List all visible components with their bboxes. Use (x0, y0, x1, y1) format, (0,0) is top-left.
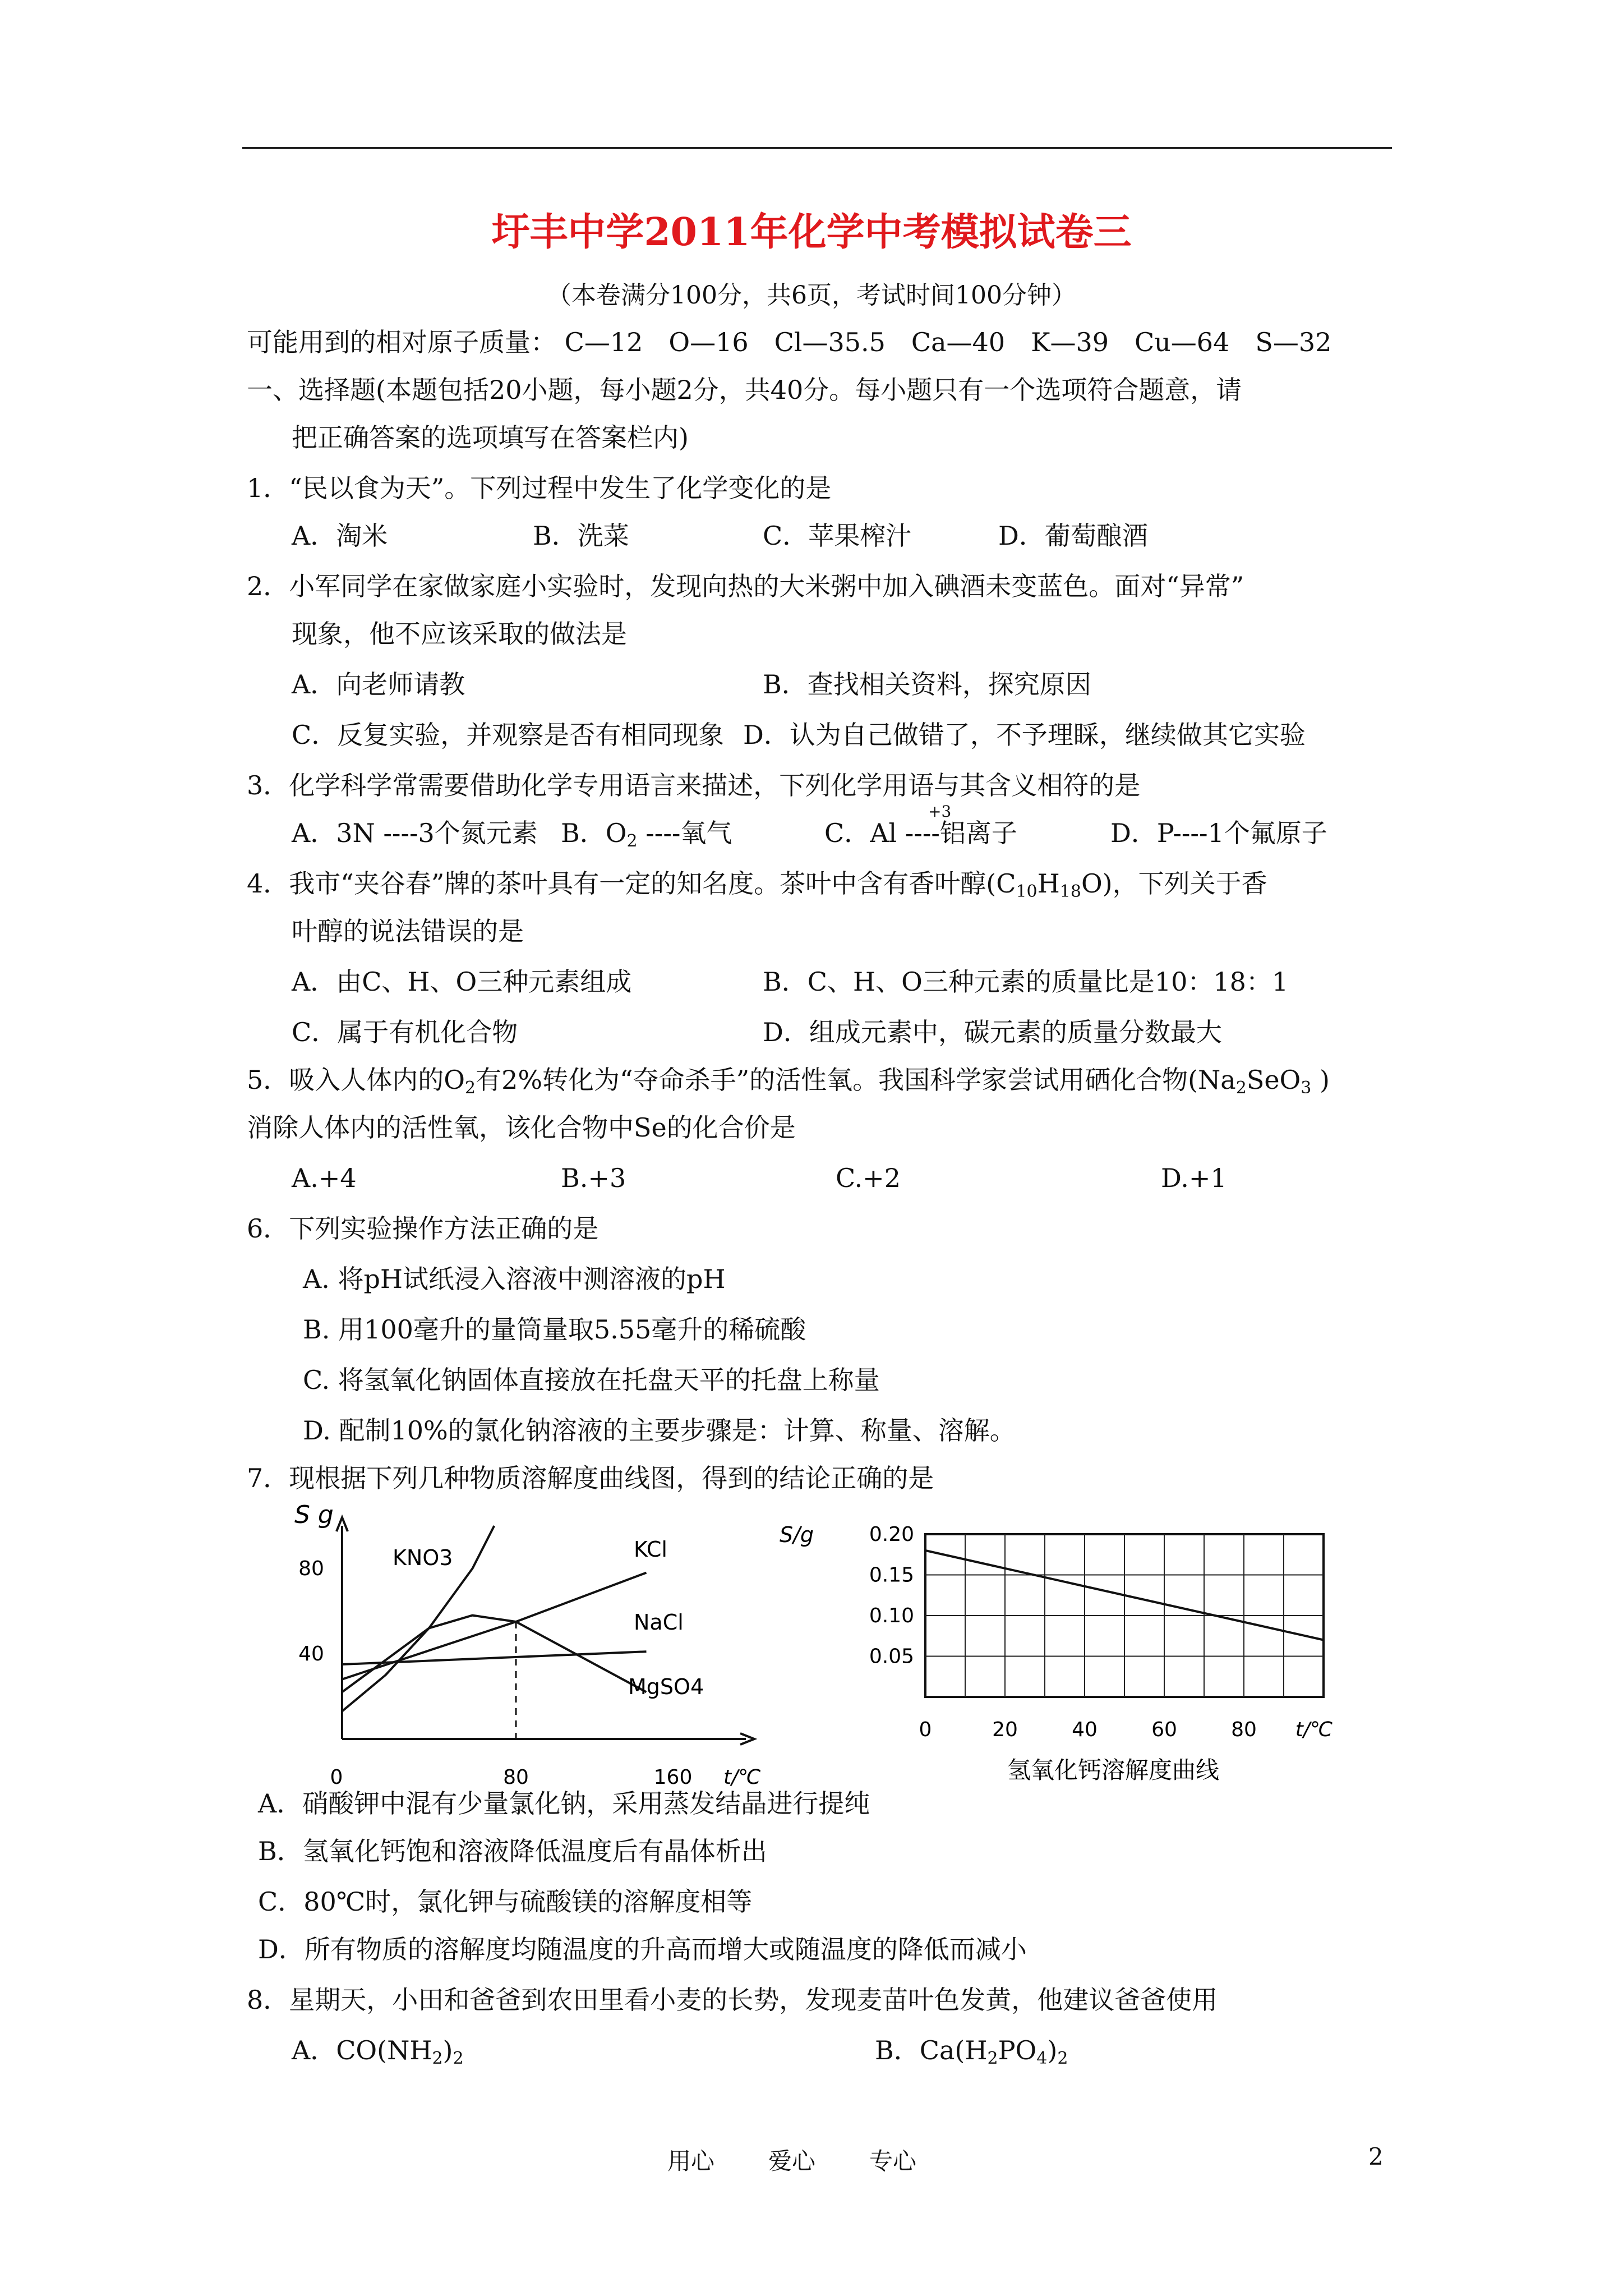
chart1-x-label: t/℃ (723, 1766, 761, 1789)
chart2-x-tick: 80 (1231, 1718, 1257, 1741)
chart1-label-mgso4: MgSO4 (628, 1674, 704, 1699)
q1-stem: 1．“民以食为天”。下列过程中发生了化学变化的是 (247, 473, 832, 503)
q6-stem: 6．下列实验操作方法正确的是 (247, 1213, 599, 1244)
q4-option-c: C．属于有机化合物 (292, 1017, 518, 1047)
chart1-x-tick: 0 (330, 1766, 343, 1789)
q3-option-a: A．3N ----3个氮元素 (292, 818, 538, 848)
q1-option-a: A．淘米 (292, 521, 388, 551)
q7-option-b: B．氢氧化钙饱和溶液降低温度后有晶体析出 (258, 1836, 767, 1866)
chart2-grid (925, 1534, 1324, 1697)
chart1-x-tick: 160 (653, 1766, 693, 1789)
q2-option-a: A．向老师请教 (292, 669, 465, 700)
q3-option-b: B．$O_2$ ----氧气 (561, 818, 732, 851)
chart1-label-kno3: KNO3 (393, 1545, 453, 1570)
solubility-chart-1 (294, 1501, 761, 1789)
exam-info: （本卷满分100分，共6页，考试时间100分钟） (547, 281, 1076, 310)
q4-option-a: A．由C、H、O三种元素组成 (292, 967, 632, 997)
q5-option-c: C.+2 (836, 1163, 901, 1193)
chart1-y-tick: 40 (298, 1642, 324, 1665)
page-title: 圩丰中学2011年化学中考模拟试卷三 (491, 210, 1132, 255)
q1-option-d: D．葡萄酿酒 (998, 521, 1148, 551)
q5-option-a: A.+4 (292, 1163, 357, 1193)
chart2-y-tick: 0.15 (869, 1563, 914, 1587)
chart2-x-tick: 20 (992, 1718, 1018, 1741)
section-heading-cont: 把正确答案的选项填写在答案栏内) (292, 422, 689, 453)
q2-option-d: D．认为自己做错了，不予理睬，继续做其它实验 (743, 720, 1306, 750)
chart1-y-tick: 80 (298, 1557, 324, 1580)
q2-stem-cont: 现象，他不应该采取的做法是 (292, 619, 627, 649)
q1-option-b: B．洗菜 (533, 521, 629, 551)
solubility-chart-2 (780, 1522, 1332, 1784)
atomic-masses: 可能用到的相对原子质量： C—12 O—16 Cl—35.5 Ca—40 K—39 Cu—64 S—32 (247, 327, 1332, 357)
chart2-y-label: S/g (780, 1522, 814, 1547)
q8-option-a: A．$CO(NH_2)_2$ (292, 2035, 464, 2068)
chart2-y-tick: 0.05 (869, 1645, 914, 1668)
q6-option-d: D. 配制10%的氯化钠溶液的主要步骤是：计算、称量、溶解。 (303, 1415, 1016, 1446)
q8-stem: 8．星期天，小田和爸爸到农田里看小麦的长势，发现麦苗叶色发黄，他建议爸爸使用 (247, 1985, 1218, 2015)
chart2-caption: 氢氧化钙溶解度曲线 (1007, 1756, 1220, 1784)
q4-option-d: D．组成元素中，碳元素的质量分数最大 (763, 1017, 1222, 1047)
q3-option-d: D．P----1个氟原子 (1110, 818, 1327, 848)
q7-option-a: A．硝酸钾中混有少量氯化钠，采用蒸发结晶进行提纯 (258, 1788, 870, 1819)
q2-option-b: B．查找相关资料，探究原因 (763, 669, 1091, 700)
q7-stem: 7．现根据下列几种物质溶解度曲线图，得到的结论正确的是 (247, 1463, 934, 1493)
chart2-y-tick: 0.20 (869, 1523, 914, 1546)
chart2-x-label: t/℃ (1295, 1718, 1333, 1741)
footer-motto-2: 爱心 (768, 2147, 816, 2175)
q6-option-c: C. 将氢氧化钠固体直接放在托盘天平的托盘上称量 (303, 1365, 880, 1395)
q5-option-d: D.+1 (1161, 1163, 1227, 1193)
q2-stem: 2．小军同学在家做家庭小实验时，发现向热的大米粥中加入碘酒未变蓝色。面对“异常” (247, 571, 1244, 601)
q1-option-c: C．苹果榨汁 (763, 521, 912, 551)
footer-motto-3: 专心 (869, 2147, 917, 2175)
q4-stem: 4．我市“夹谷春”牌的茶叶具有一定的知名度。茶叶中含有香叶醇$(C_{10}H_{18}O)$，下列关于香 (247, 868, 1267, 901)
chart2-x-tick: 0 (919, 1718, 932, 1741)
chart2-x-tick: 40 (1072, 1718, 1098, 1741)
q5-stem-cont: 消除人体内的活性氧，该化合物中Se的化合价是 (247, 1112, 796, 1143)
q5-stem: 5．吸入人体内的$O_2$有2%转化为“夺命杀手”的活性氧。我国科学家尝试用硒化合物($Na_2SeO_3$ ) (247, 1065, 1330, 1098)
q3-stem: 3．化学科学常需要借助化学专用语言来描述，下列化学用语与其含义相符的是 (247, 770, 1141, 800)
q4-stem-cont: 叶醇的说法错误的是 (292, 916, 524, 946)
section-heading: 一、选择题(本题包括20小题，每小题2分，共40分。每小题只有一个选项符合题意，请 (247, 375, 1242, 405)
q8-option-b: B．$Ca(H_2PO_4)_2$ (875, 2035, 1068, 2068)
page-number: 2 (1368, 2143, 1384, 2170)
q3-charge-superscript: +3 (928, 802, 952, 821)
chart2-x-tick: 60 (1151, 1718, 1177, 1741)
chart1-x-tick: 80 (503, 1766, 529, 1789)
q3-option-c: C．Al ----铝离子 (824, 818, 1017, 848)
q6-option-a: A. 将pH试纸浸入溶液中测溶液的pH (303, 1264, 726, 1294)
q7-option-d: D．所有物质的溶解度均随温度的升高而增大或随温度的降低而减小 (258, 1934, 1027, 1964)
chart2-y-tick: 0.10 (869, 1604, 914, 1627)
footer-motto-1: 用心 (667, 2147, 715, 2175)
q4-option-b: B．C、H、O三种元素的质量比是10：18：1 (763, 967, 1289, 997)
chart1-label-kcl: KCl (634, 1537, 667, 1562)
q7-option-c: C．80℃时，氯化钾与硫酸镁的溶解度相等 (258, 1887, 753, 1917)
q5-option-b: B.+3 (561, 1163, 626, 1193)
chart1-label-nacl: NaCl (634, 1610, 684, 1635)
q6-option-b: B. 用100毫升的量筒量取5.55毫升的稀硫酸 (303, 1314, 806, 1345)
q2-option-c: C．反复实验，并观察是否有相同现象 (292, 720, 725, 750)
chart1-y-label: S g (294, 1501, 334, 1529)
